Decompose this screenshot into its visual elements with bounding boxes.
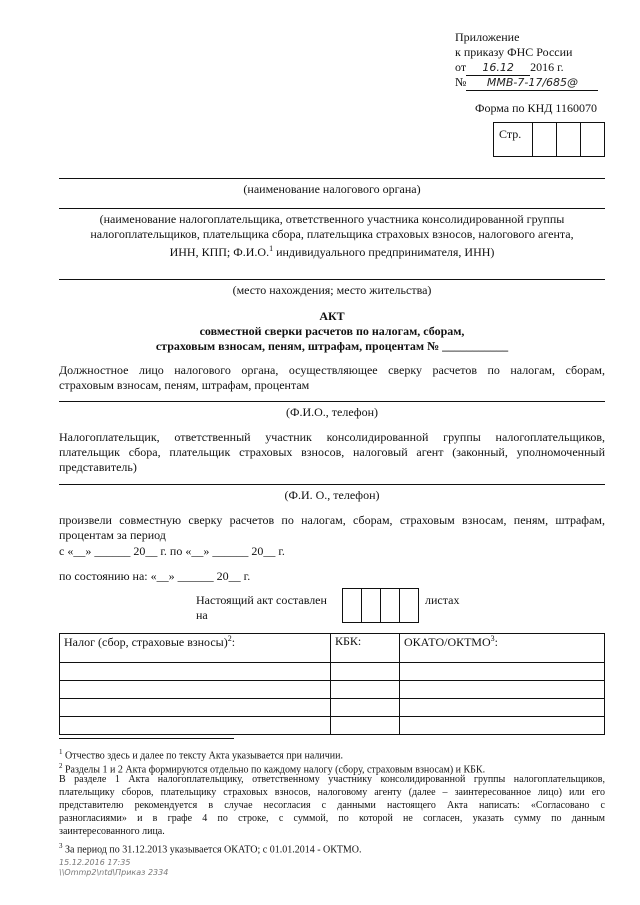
footnote-2b-l1: В разделе 1 Акта налогоплательщику, ответственному участнику консолидированной группы налогоплательщиков, [59, 774, 605, 785]
header-date-prefix: от [455, 60, 467, 74]
taxpayer-caption-l3b: индивидуального предпринимателя, ИНН) [273, 245, 495, 259]
header-okato-label: ОКАТО/ОКТМО [404, 635, 491, 649]
footnote-2b-l2: плательщику сборов, плательщику страховых взносов, налоговому агенту (далее – заинтересованное лицо) или его [59, 787, 605, 798]
sheets-text-l1: Настоящий акт составлен [196, 593, 327, 607]
official-fio-line[interactable] [59, 401, 605, 402]
footnote-3-text: За период по 31.12.2013 указывается ОКАТО; с 01.01.2014 - ОКТМО. [62, 844, 362, 856]
taxpayer-text-l1: Налогоплательщик, ответственный участник консолидированной группы налогоплательщиков, [59, 430, 605, 444]
header-date-line [455, 60, 564, 76]
performed-text-l2: процентам за период [59, 528, 166, 542]
page-digit-box-1[interactable] [532, 122, 557, 157]
print-stamp-l2: \\Ommp2\ntd\Приказ 2334 [59, 868, 169, 877]
table-cell[interactable] [60, 681, 331, 699]
footnote-1-text: Отчество здесь и далее по тексту Акта указывается при наличии. [62, 750, 343, 762]
table-cell[interactable] [400, 681, 605, 699]
footnote-3-mark: 3 [59, 842, 63, 850]
footnote-ref-2: 2 [227, 634, 232, 643]
act-title: АКТ [319, 309, 345, 323]
header-okato-colon: : [494, 635, 498, 649]
taxpayer-caption-l3a: ИНН, КПП; Ф.И.О. [169, 245, 270, 259]
table-cell[interactable] [331, 699, 400, 717]
act-subtitle-l1: совместной сверки расчетов по налогам, сборам, [199, 324, 465, 338]
table-header-row [60, 634, 605, 663]
sheets-digit-box-4[interactable] [399, 588, 419, 623]
header-number-prefix: № [455, 75, 467, 89]
official-text-l2: страховым взносам, пеням, штрафам, процентам [59, 378, 310, 392]
footnote-2b-l4: разногласиями» и в графе 4 по строке, с суммой, по которой не согласен, указать сумму по данным [59, 813, 605, 824]
header-number-handwritten: ММВ-7-17/685@ [466, 76, 598, 91]
taxpayer-caption-l3 [59, 242, 605, 259]
act-subtitle-l2: страховым взносам, пеням, штрафам, процентам № ___________ [155, 339, 509, 353]
period-line[interactable]: с «__» ______ 20__ г. по «__» ______ 20__ г. [59, 544, 285, 558]
footnote-3 [59, 840, 362, 856]
footnote-2b-l3: представителю рекомендуется в случае несогласия с данными настоящего Акта написать: «Согласовано с [59, 800, 605, 811]
header-kbk [331, 634, 400, 663]
form-code: Форма по КНД 1160070 [475, 101, 597, 115]
footnote-2-text: Разделы 1 и 2 Акта формируются отдельно по каждому налогу (сбору, страховым взносам) и КБК. [62, 764, 486, 776]
taxpayer-caption-l2: налогоплательщиков, плательщика сбора, плательщика страховых взносов, налогового агента, [90, 227, 574, 241]
header-date-suffix: 2016 г. [530, 60, 564, 74]
table-row[interactable] [60, 663, 605, 681]
table-row[interactable] [60, 681, 605, 699]
table-cell[interactable] [331, 681, 400, 699]
sheets-digit-box-3[interactable] [380, 588, 400, 623]
footnote-ref-3: 3 [490, 634, 495, 643]
taxpayer-text-l3: представитель) [59, 460, 137, 474]
page-digit-box-3[interactable] [580, 122, 605, 157]
header-tax-label: Налог (сбор, страховые взносы) [64, 635, 228, 649]
sheets-digit-box-2[interactable] [361, 588, 381, 623]
sheets-digit-box-1[interactable] [342, 588, 362, 623]
table-row[interactable] [60, 717, 605, 735]
header-okato [400, 634, 605, 663]
footnote-1-mark: 1 [59, 748, 63, 756]
table-cell[interactable] [60, 699, 331, 717]
page-digit-box-2[interactable] [556, 122, 581, 157]
header-kbk-label: КБК: [335, 634, 362, 648]
print-stamp [59, 858, 168, 878]
table-cell[interactable] [331, 717, 400, 735]
official-text-l1: Должностное лицо налогового органа, осуществляющее сверку расчетов по налогам, сборам, [59, 363, 605, 377]
table-cell[interactable] [331, 663, 400, 681]
header-order: к приказу ФНС России [455, 45, 573, 59]
as-of-line[interactable]: по состоянию на: «__» ______ 20__ г. [59, 569, 251, 583]
footnote-ref-1: 1 [269, 244, 274, 253]
location-caption: (место нахождения; место жительства) [232, 283, 432, 297]
table-cell[interactable] [60, 717, 331, 735]
header-date-handwritten: 16.12 [466, 61, 530, 76]
taxpayer-fio-line[interactable] [59, 484, 605, 485]
footnote-2b-l5: заинтересованного лица. [59, 826, 165, 837]
tax-authority-line[interactable] [59, 178, 605, 179]
table-cell[interactable] [400, 717, 605, 735]
taxpayer-text-l2: плательщик сбора, плательщик страховых взносов, налоговый агент (законный, уполномоченный [59, 445, 605, 459]
page-label: Стр. [499, 127, 522, 141]
sheets-suffix: листах [425, 593, 460, 607]
table-row[interactable] [60, 699, 605, 717]
tax-table [59, 633, 605, 735]
location-line[interactable] [59, 279, 605, 280]
taxpayer-name-line[interactable] [59, 208, 605, 209]
taxpayer-fio-caption: (Ф.И. О., телефон) [284, 488, 380, 502]
page-label-cell [493, 122, 533, 157]
official-fio-caption: (Ф.И.О., телефон) [285, 405, 379, 419]
sheets-text-l2: на [196, 608, 208, 622]
table-cell[interactable] [60, 663, 331, 681]
header-tax-colon: : [231, 635, 236, 649]
header-tax [60, 634, 331, 663]
print-stamp-l1: 15.12.2016 17:35 [59, 858, 131, 867]
performed-text-l1: произвели совместную сверку расчетов по налогам, сборам, страховым взносам, пеням, штрафам, [59, 513, 605, 527]
header-number-line [455, 75, 598, 91]
header-appendix: Приложение [455, 30, 520, 44]
table-cell[interactable] [400, 663, 605, 681]
taxpayer-caption-l1: (наименование налогоплательщика, ответственного участника консолидированной группы [99, 212, 565, 226]
footnote-2-mark: 2 [59, 762, 63, 770]
table-cell[interactable] [400, 699, 605, 717]
footnote-separator [59, 738, 234, 739]
tax-authority-caption: (наименование налогового органа) [243, 182, 421, 196]
